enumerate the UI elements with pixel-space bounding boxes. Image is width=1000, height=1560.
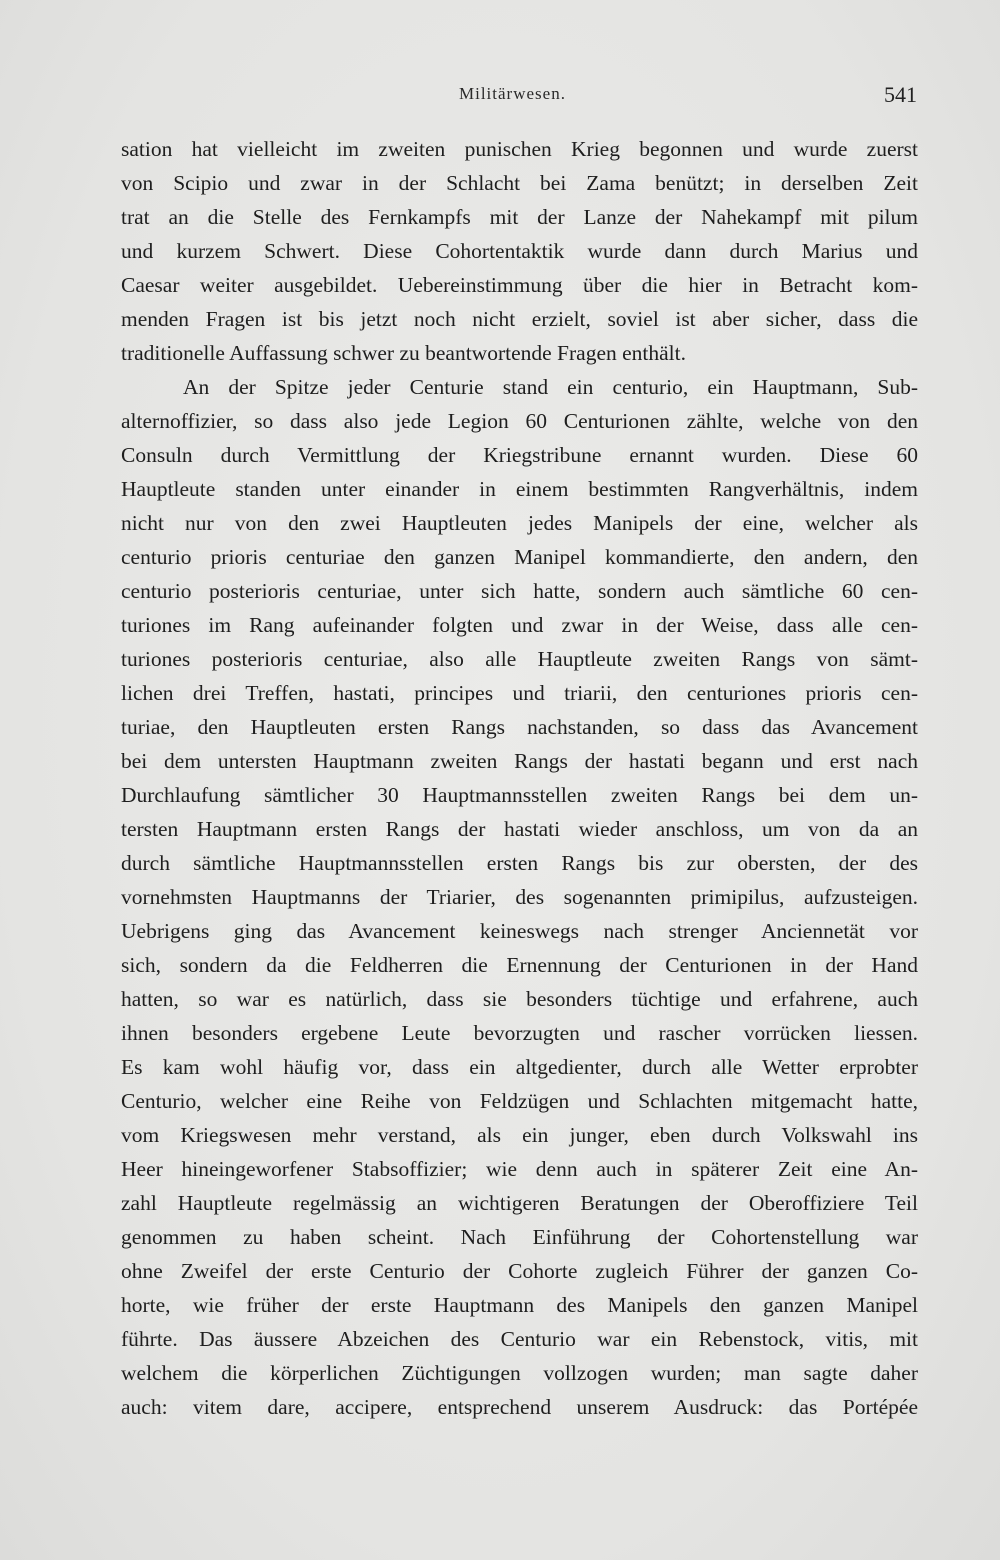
text-line: Es kam wohl häufig vor, dass ein altgedienter, durch alle Wetter erprobter [121, 1055, 918, 1079]
text-line: auch: vitem dare, accipere, entsprechend unserem Ausdruck: das Portépée [121, 1395, 918, 1419]
text-line: traditionelle Auffassung schwer zu beantwortende Fragen enthält. [121, 341, 686, 365]
text-line: Heer hineingeworfener Stabsoffizier; wie denn auch in späterer Zeit eine An- [121, 1157, 918, 1181]
text-line: menden Fragen ist bis jetzt noch nicht erzielt, soviel ist aber sicher, dass die [121, 307, 918, 331]
text-line: hatten, so war es natürlich, dass sie besonders tüchtige und erfahrene, auch [121, 987, 918, 1011]
text-line: sich, sondern da die Feldherren die Ernennung der Centurionen in der Hand [121, 953, 918, 977]
text-line: turiae, den Hauptleuten ersten Rangs nachstanden, so dass das Avancement [121, 715, 918, 739]
text-line: Caesar weiter ausgebildet. Uebereinstimmung über die hier in Betracht kom- [121, 273, 918, 297]
text-line: durch sämtliche Hauptmannsstellen ersten Rangs bis zur obersten, der des [121, 851, 918, 875]
text-line: Durchlaufung sämtlicher 30 Hauptmannsstellen zweiten Rangs bei dem un- [121, 783, 918, 807]
text-line: genommen zu haben scheint. Nach Einführung der Cohortenstellung war [121, 1225, 918, 1249]
text-line: trat an die Stelle des Fernkampfs mit der Lanze der Nahekampf mit pilum [121, 205, 918, 229]
text-line: turiones im Rang aufeinander folgten und zwar in der Weise, dass alle cen- [121, 613, 918, 637]
text-line: alternoffizier, so dass also jede Legion 60 Centurionen zählte, welche von den [121, 409, 918, 433]
text-line: vornehmsten Hauptmanns der Triarier, des sogenannten primipilus, aufzusteigen. [121, 885, 918, 909]
running-title: Militärwesen. [459, 84, 566, 103]
text-line: tersten Hauptmann ersten Rangs der hastati wieder anschloss, um von da an [121, 817, 918, 841]
text-line: ihnen besonders ergebene Leute bevorzugten und rascher vorrücken liessen. [121, 1021, 918, 1045]
text-line: führte. Das äussere Abzeichen des Centurio war ein Rebenstock, vitis, mit [121, 1327, 918, 1351]
text-line: sation hat vielleicht im zweiten punischen Krieg begonnen und wurde zuerst [121, 137, 918, 161]
text-line: von Scipio und zwar in der Schlacht bei Zama benützt; in derselben Zeit [121, 171, 918, 195]
text-line: centurio prioris centuriae den ganzen Manipel kommandierte, den andern, den [121, 545, 918, 569]
text-line: centurio posterioris centuriae, unter sich hatte, sondern auch sämtliche 60 cen- [121, 579, 918, 603]
text-line: An der Spitze jeder Centurie stand ein centurio, ein Hauptmann, Sub- [183, 375, 918, 399]
text-line: lichen drei Treffen, hastati, principes und triarii, den centuriones prioris cen- [121, 681, 918, 705]
text-line: Uebrigens ging das Avancement keineswegs nach strenger Anciennetät vor [121, 919, 918, 943]
page-number: 541 [884, 82, 917, 107]
text-line: nicht nur von den zwei Hauptleuten jedes Manipels der eine, welcher als [121, 511, 918, 535]
text-line: zahl Hauptleute regelmässig an wichtigeren Beratungen der Oberoffiziere Teil [121, 1191, 918, 1215]
text-line: welchem die körperlichen Züchtigungen vollzogen wurden; man sagte daher [121, 1361, 918, 1385]
text-line: und kurzem Schwert. Diese Cohortentaktik wurde dann durch Marius und [121, 239, 918, 263]
text-line: Hauptleute standen unter einander in einem bestimmten Rangverhältnis, indem [121, 477, 918, 501]
text-line: Consuln durch Vermittlung der Kriegstribune ernannt wurden. Diese 60 [121, 443, 918, 467]
text-line: horte, wie früher der erste Hauptmann des Manipels den ganzen Manipel [121, 1293, 918, 1317]
text-line: Centurio, welcher eine Reihe von Feldzügen und Schlachten mitgemacht hatte, [121, 1089, 918, 1113]
text-line: vom Kriegswesen mehr verstand, als ein junger, eben durch Volkswahl ins [121, 1123, 918, 1147]
text-line: ohne Zweifel der erste Centurio der Cohorte zugleich Führer der ganzen Co- [121, 1259, 918, 1283]
text-line: bei dem untersten Hauptmann zweiten Rangs der hastati begann und erst nach [121, 749, 918, 773]
text-line: turiones posterioris centuriae, also alle Hauptleute zweiten Rangs von sämt- [121, 647, 918, 671]
